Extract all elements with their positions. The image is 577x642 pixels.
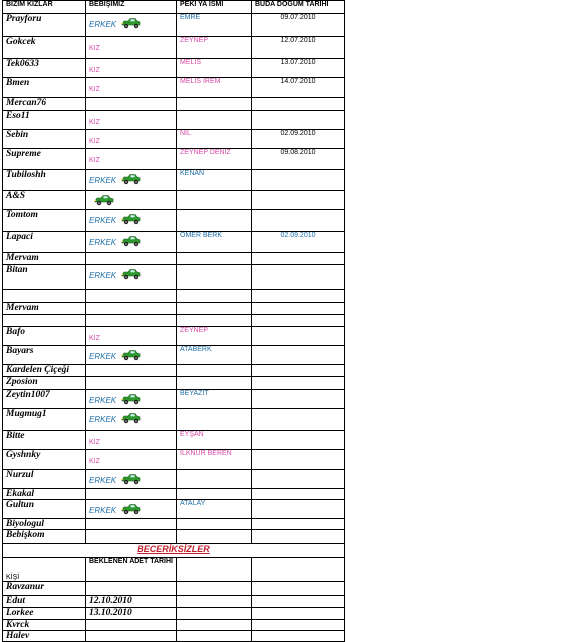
header-baby-gender: BEBİŞİMİZ bbox=[86, 1, 177, 14]
baby-gender-cell bbox=[86, 519, 177, 530]
gender-boy-label: ERKEK bbox=[89, 352, 117, 361]
birth-date bbox=[252, 519, 345, 530]
mother-name: Prayforu bbox=[3, 14, 86, 37]
gender-boy-label: ERKEK bbox=[89, 506, 117, 515]
baby-gender-cell bbox=[86, 315, 177, 327]
mother-name: Eso11 bbox=[3, 111, 86, 130]
baby-gender-cell bbox=[86, 365, 177, 377]
green-car-icon bbox=[120, 213, 142, 225]
expected-date bbox=[86, 582, 177, 596]
baby-name: ATALAY bbox=[177, 500, 252, 519]
person-name: Ravzanur bbox=[3, 582, 86, 596]
gender-boy-label: ERKEK bbox=[89, 176, 117, 185]
baby-gender-cell bbox=[86, 149, 177, 170]
gender-boy-label: ERKEK bbox=[89, 216, 117, 225]
baby-name bbox=[177, 315, 252, 327]
empty-cell bbox=[177, 608, 252, 620]
mother-name: Mervam bbox=[3, 303, 86, 315]
baby-name bbox=[177, 530, 252, 544]
mother-name: Ekakal bbox=[3, 489, 86, 500]
gender-girl-label: KIZ bbox=[89, 45, 100, 52]
table-row bbox=[3, 265, 345, 290]
baby-name bbox=[177, 489, 252, 500]
birth-date bbox=[252, 390, 345, 409]
table-row bbox=[3, 327, 345, 346]
baby-gender-cell bbox=[86, 98, 177, 111]
baby-name: EMRE bbox=[177, 14, 252, 37]
mother-name: Mugmug1 bbox=[3, 409, 86, 431]
birth-date bbox=[252, 365, 345, 377]
baby-name: EYŞAN bbox=[177, 431, 252, 450]
table-row bbox=[3, 450, 345, 470]
birth-date: 12.07.2010 bbox=[252, 37, 345, 59]
table-row bbox=[3, 409, 345, 431]
green-car-icon bbox=[120, 393, 142, 405]
baby-gender-cell bbox=[86, 450, 177, 470]
table-row bbox=[3, 303, 345, 315]
table-row bbox=[3, 59, 345, 78]
expected-date bbox=[86, 631, 177, 642]
baby-gender-cell bbox=[86, 530, 177, 544]
baby-name: BEYAZIT bbox=[177, 390, 252, 409]
mother-name: Bitte bbox=[3, 431, 86, 450]
header-baby-name: PEKİ YA İSMİ bbox=[177, 1, 252, 14]
birth-date: 02.09.2010 bbox=[252, 232, 345, 253]
mother-name: Mercan76 bbox=[3, 98, 86, 111]
header-row bbox=[3, 1, 345, 14]
section-title: BECERİKSİZLER bbox=[3, 544, 345, 558]
table-row bbox=[3, 582, 345, 596]
mother-name: Tomtom bbox=[3, 210, 86, 232]
baby-name: ZEYNEP bbox=[177, 37, 252, 59]
table-row bbox=[3, 98, 345, 111]
table-row bbox=[3, 170, 345, 191]
baby-gender-cell bbox=[86, 409, 177, 431]
mother-name: Bitan bbox=[3, 265, 86, 290]
baby-gender-cell bbox=[86, 232, 177, 253]
birth-date bbox=[252, 327, 345, 346]
section-title-row bbox=[3, 544, 345, 558]
birth-date bbox=[252, 409, 345, 431]
mother-name bbox=[3, 315, 86, 327]
table-row bbox=[3, 78, 345, 98]
baby-gender-cell bbox=[86, 390, 177, 409]
birth-date bbox=[252, 111, 345, 130]
mother-name: Lapaci bbox=[3, 232, 86, 253]
birth-date bbox=[252, 191, 345, 210]
table-row bbox=[3, 365, 345, 377]
table-row bbox=[3, 232, 345, 253]
baby-gender-cell bbox=[86, 377, 177, 390]
gender-girl-label: KIZ bbox=[89, 157, 100, 164]
baby-gender-cell bbox=[86, 265, 177, 290]
birth-date bbox=[252, 500, 345, 519]
baby-name bbox=[177, 98, 252, 111]
table-row bbox=[3, 431, 345, 450]
mother-name: Supreme bbox=[3, 149, 86, 170]
baby-gender-cell bbox=[86, 14, 177, 37]
baby-name bbox=[177, 377, 252, 390]
green-car-icon bbox=[120, 503, 142, 515]
expected-date bbox=[86, 620, 177, 631]
table-row bbox=[3, 620, 345, 631]
baby-name bbox=[177, 409, 252, 431]
table-row bbox=[3, 377, 345, 390]
baby-name bbox=[177, 265, 252, 290]
birth-date bbox=[252, 303, 345, 315]
empty-cell bbox=[252, 582, 345, 596]
baby-gender-cell bbox=[86, 303, 177, 315]
mother-name: Sebin bbox=[3, 130, 86, 149]
baby-name: MELİS İREM bbox=[177, 78, 252, 98]
baby-gender-cell bbox=[86, 210, 177, 232]
birth-date bbox=[252, 431, 345, 450]
birth-date bbox=[252, 530, 345, 544]
mother-name: Kardelen Çiçeği bbox=[3, 365, 86, 377]
green-car-icon bbox=[120, 17, 142, 29]
birth-date bbox=[252, 346, 345, 365]
birth-date bbox=[252, 253, 345, 265]
baby-gender-cell bbox=[86, 470, 177, 489]
empty-cell bbox=[177, 620, 252, 631]
baby-gender-cell bbox=[86, 346, 177, 365]
green-car-icon bbox=[120, 173, 142, 185]
baby-name: NİL bbox=[177, 130, 252, 149]
birth-date bbox=[252, 170, 345, 191]
baby-gender-cell bbox=[86, 59, 177, 78]
table-row bbox=[3, 37, 345, 59]
baby-gender-cell bbox=[86, 111, 177, 130]
empty-cell bbox=[177, 631, 252, 642]
table-row bbox=[3, 608, 345, 620]
birth-date bbox=[252, 98, 345, 111]
green-car-icon bbox=[120, 235, 142, 247]
table-row bbox=[3, 210, 345, 232]
mother-name: Bafo bbox=[3, 327, 86, 346]
birth-date bbox=[252, 290, 345, 303]
baby-name: ZEYNEP DENİZ bbox=[177, 149, 252, 170]
section-header-person: KİŞİ bbox=[3, 558, 86, 582]
gender-boy-label: ERKEK bbox=[89, 476, 117, 485]
gender-boy-label: ERKEK bbox=[89, 238, 117, 247]
mother-name: Bmen bbox=[3, 78, 86, 98]
baby-name: İLKNUR BEREN bbox=[177, 450, 252, 470]
table-row bbox=[3, 191, 345, 210]
baby-name bbox=[177, 210, 252, 232]
gender-girl-label: KIZ bbox=[89, 67, 100, 74]
empty-cell bbox=[252, 596, 345, 608]
empty-cell bbox=[177, 582, 252, 596]
mother-name: Nurzul bbox=[3, 470, 86, 489]
baby-name bbox=[177, 111, 252, 130]
empty-cell bbox=[177, 596, 252, 608]
baby-name bbox=[177, 470, 252, 489]
gender-boy-label: ERKEK bbox=[89, 271, 117, 280]
baby-gender-cell bbox=[86, 130, 177, 149]
gender-boy-label: ERKEK bbox=[89, 20, 117, 29]
mother-name: Gultun bbox=[3, 500, 86, 519]
green-car-icon bbox=[120, 349, 142, 361]
baby-table bbox=[2, 0, 345, 642]
section-header-row bbox=[3, 558, 345, 582]
baby-name: KENAN bbox=[177, 170, 252, 191]
birth-date: 09.07.2010 bbox=[252, 14, 345, 37]
baby-name bbox=[177, 253, 252, 265]
table-row bbox=[3, 500, 345, 519]
baby-gender-cell bbox=[86, 327, 177, 346]
empty-cell bbox=[252, 631, 345, 642]
section-header-expected-date: BEKLENEN ADET TARİHİ bbox=[86, 558, 177, 582]
birth-date: 02.09.2010 bbox=[252, 130, 345, 149]
empty-cell bbox=[252, 608, 345, 620]
baby-name: ÖMER BERK bbox=[177, 232, 252, 253]
baby-gender-cell bbox=[86, 500, 177, 519]
person-name: Lorkee bbox=[3, 608, 86, 620]
mother-name: Gyshnky bbox=[3, 450, 86, 470]
green-car-icon bbox=[120, 412, 142, 424]
birth-date: 14.07.2010 bbox=[252, 78, 345, 98]
table-row bbox=[3, 530, 345, 544]
mother-name: Biyologul bbox=[3, 519, 86, 530]
table-row bbox=[3, 346, 345, 365]
baby-gender-cell bbox=[86, 37, 177, 59]
mother-name: A&S bbox=[3, 191, 86, 210]
table-row bbox=[3, 14, 345, 37]
table-row bbox=[3, 130, 345, 149]
baby-name bbox=[177, 290, 252, 303]
table-row bbox=[3, 631, 345, 642]
empty-cell bbox=[252, 558, 345, 582]
empty-cell bbox=[252, 620, 345, 631]
baby-gender-cell bbox=[86, 431, 177, 450]
baby-name: MELİS bbox=[177, 59, 252, 78]
table-row bbox=[3, 596, 345, 608]
gender-girl-label: KIZ bbox=[89, 119, 100, 126]
mother-name: Mervam bbox=[3, 253, 86, 265]
header-birth-date: BUDA DOĞUM TARİHİ bbox=[252, 1, 345, 14]
mother-name: Gokcek bbox=[3, 37, 86, 59]
mother-name: Tek0633 bbox=[3, 59, 86, 78]
person-name: Halev bbox=[3, 631, 86, 642]
birth-date bbox=[252, 450, 345, 470]
green-car-icon bbox=[93, 194, 115, 206]
table-row bbox=[3, 253, 345, 265]
gender-boy-label: ERKEK bbox=[89, 396, 117, 405]
birth-date bbox=[252, 470, 345, 489]
gender-girl-label: KIZ bbox=[89, 439, 100, 446]
table-row bbox=[3, 489, 345, 500]
table-row bbox=[3, 315, 345, 327]
birth-date bbox=[252, 489, 345, 500]
baby-gender-cell bbox=[86, 290, 177, 303]
baby-gender-cell bbox=[86, 253, 177, 265]
birth-date bbox=[252, 377, 345, 390]
mother-name: Tubiloshh bbox=[3, 170, 86, 191]
header-mothers: BİZİM KIZLAR bbox=[3, 1, 86, 14]
baby-gender-cell bbox=[86, 78, 177, 98]
table-row bbox=[3, 111, 345, 130]
mother-name: Zposion bbox=[3, 377, 86, 390]
person-name: Edut bbox=[3, 596, 86, 608]
table-row bbox=[3, 290, 345, 303]
baby-name bbox=[177, 519, 252, 530]
baby-name: ZEYNEP bbox=[177, 327, 252, 346]
expected-date: 13.10.2010 bbox=[86, 608, 177, 620]
green-car-icon bbox=[120, 268, 142, 280]
mother-name: Zeytin1007 bbox=[3, 390, 86, 409]
baby-name bbox=[177, 365, 252, 377]
birth-date: 09.08.2010 bbox=[252, 149, 345, 170]
gender-boy-label: ERKEK bbox=[89, 415, 117, 424]
baby-gender-cell bbox=[86, 191, 177, 210]
birth-date bbox=[252, 210, 345, 232]
table-row bbox=[3, 470, 345, 489]
mother-name bbox=[3, 290, 86, 303]
table-row bbox=[3, 519, 345, 530]
person-name: Kvrck bbox=[3, 620, 86, 631]
gender-girl-label: KIZ bbox=[89, 335, 100, 342]
birth-date bbox=[252, 315, 345, 327]
baby-name bbox=[177, 303, 252, 315]
gender-girl-label: KIZ bbox=[89, 458, 100, 465]
table-row bbox=[3, 149, 345, 170]
gender-girl-label: KIZ bbox=[89, 138, 100, 145]
baby-name: ATABERK bbox=[177, 346, 252, 365]
table-row bbox=[3, 390, 345, 409]
mother-name: Bayars bbox=[3, 346, 86, 365]
baby-gender-cell bbox=[86, 170, 177, 191]
gender-girl-label: KIZ bbox=[89, 86, 100, 93]
baby-gender-cell bbox=[86, 489, 177, 500]
empty-cell bbox=[177, 558, 252, 582]
spreadsheet bbox=[2, 0, 345, 642]
birth-date: 13.07.2010 bbox=[252, 59, 345, 78]
birth-date bbox=[252, 265, 345, 290]
mother-name: Bebişkom bbox=[3, 530, 86, 544]
green-car-icon bbox=[120, 473, 142, 485]
baby-name bbox=[177, 191, 252, 210]
expected-date: 12.10.2010 bbox=[86, 596, 177, 608]
